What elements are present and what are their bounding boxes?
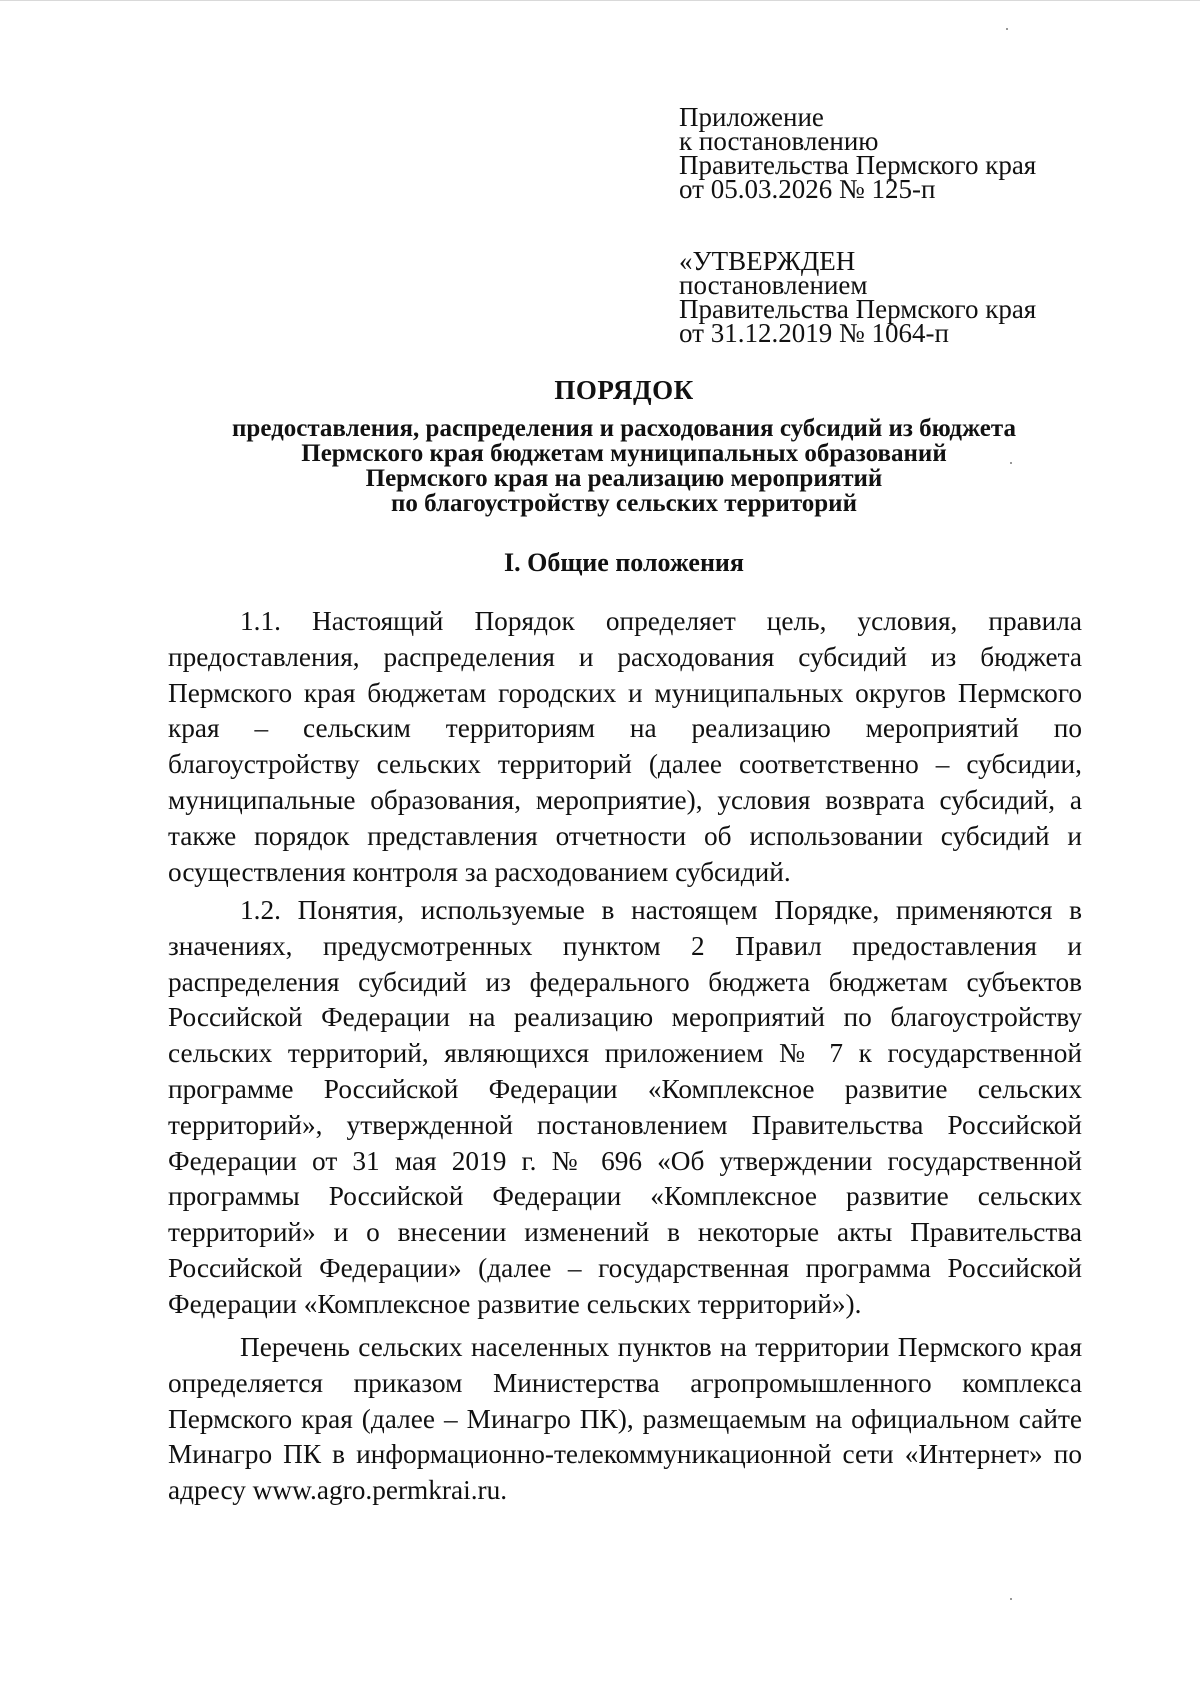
- scan-edge: [0, 0, 1200, 1]
- approved-line: от 31.12.2019 № 1064-п: [679, 318, 949, 348]
- subtitle-line: Пермского края на реализацию мероприятий: [365, 465, 883, 492]
- paragraph-1-2: [168, 893, 1082, 1323]
- scan-speck: [1006, 28, 1008, 30]
- approved-line: «УТВЕРЖДЕН: [679, 246, 856, 276]
- approved-line: постановлением: [679, 270, 868, 300]
- appendix-line: Приложение: [679, 102, 824, 132]
- paragraph-1-1: [168, 604, 1082, 890]
- appendix-line: Правительства Пермского края: [679, 150, 1037, 180]
- approved-block: [679, 246, 1139, 348]
- approved-line: Правительства Пермского края: [679, 294, 1037, 324]
- subtitle-line: предоставления, распределения и расходования субсидий из бюджета: [232, 415, 1016, 442]
- document-title: ПОРЯДОК: [554, 375, 694, 405]
- appendix-block: [679, 102, 1139, 204]
- paragraph-text: Перечень сельских населенных пунктов на территории Пермского края определяется приказом Министерства агропромышленного комплекса Пермского края (далее – Минагро ПК), размещаемым на официальном сайте Минагро ПК в информационно-телекоммуникационной сети «Интернет» по адресу www.agro.permkrai.ru.: [168, 1332, 1082, 1506]
- paragraph-text: 1.1. Настоящий Порядок определяет цель, условия, правила предоставления, распределения и расходования субсидий из бюджета Пермского края бюджетам городских и муниципальных округов Пермского края – сельским территориям на реализацию мероприятий по благоустройству сельских территорий (далее соответственно – субсидии, муниципальные образования, мероприятие), условия возврата субсидий, а также порядок представления отчетности об использовании субсидий и осуществления контроля за расходованием субсидий.: [168, 606, 1082, 887]
- document-subtitle: [0, 416, 1200, 516]
- subtitle-line: по благоустройству сельских территорий: [391, 490, 857, 517]
- appendix-line: к постановлению: [679, 126, 879, 156]
- paragraph-settlements-list: [168, 1330, 1082, 1509]
- subtitle-line: Пермского края бюджетам муниципальных образований: [301, 440, 947, 467]
- section-heading: I. Общие положения: [504, 548, 744, 577]
- scan-speck: [1010, 1598, 1012, 1600]
- paragraph-text: 1.2. Понятия, используемые в настоящем Порядке, применяются в значениях, предусмотренных пунктом 2 Правил предоставления и распределения субсидий из федерального бюджета бюджетам субъектов Российской Федерации на реализацию мероприятий по благоустройству сельских территорий, являющихся приложением № 7 к государственной программе Российской Федерации «Комплексное развитие сельских территорий», утвержденной постановлением Правительства Российской Федерации от 31 мая 2019 г. № 696 «Об утверждении государственной программы Российской Федерации «Комплексное развитие сельских территорий» и о внесении изменений в некоторые акты Правительства Российской Федерации» (далее – государственная программа Российской Федерации «Комплексное развитие сельских территорий»).: [168, 895, 1082, 1319]
- appendix-line: от 05.03.2026 № 125-п: [679, 174, 936, 204]
- scan-speck: [1010, 462, 1012, 464]
